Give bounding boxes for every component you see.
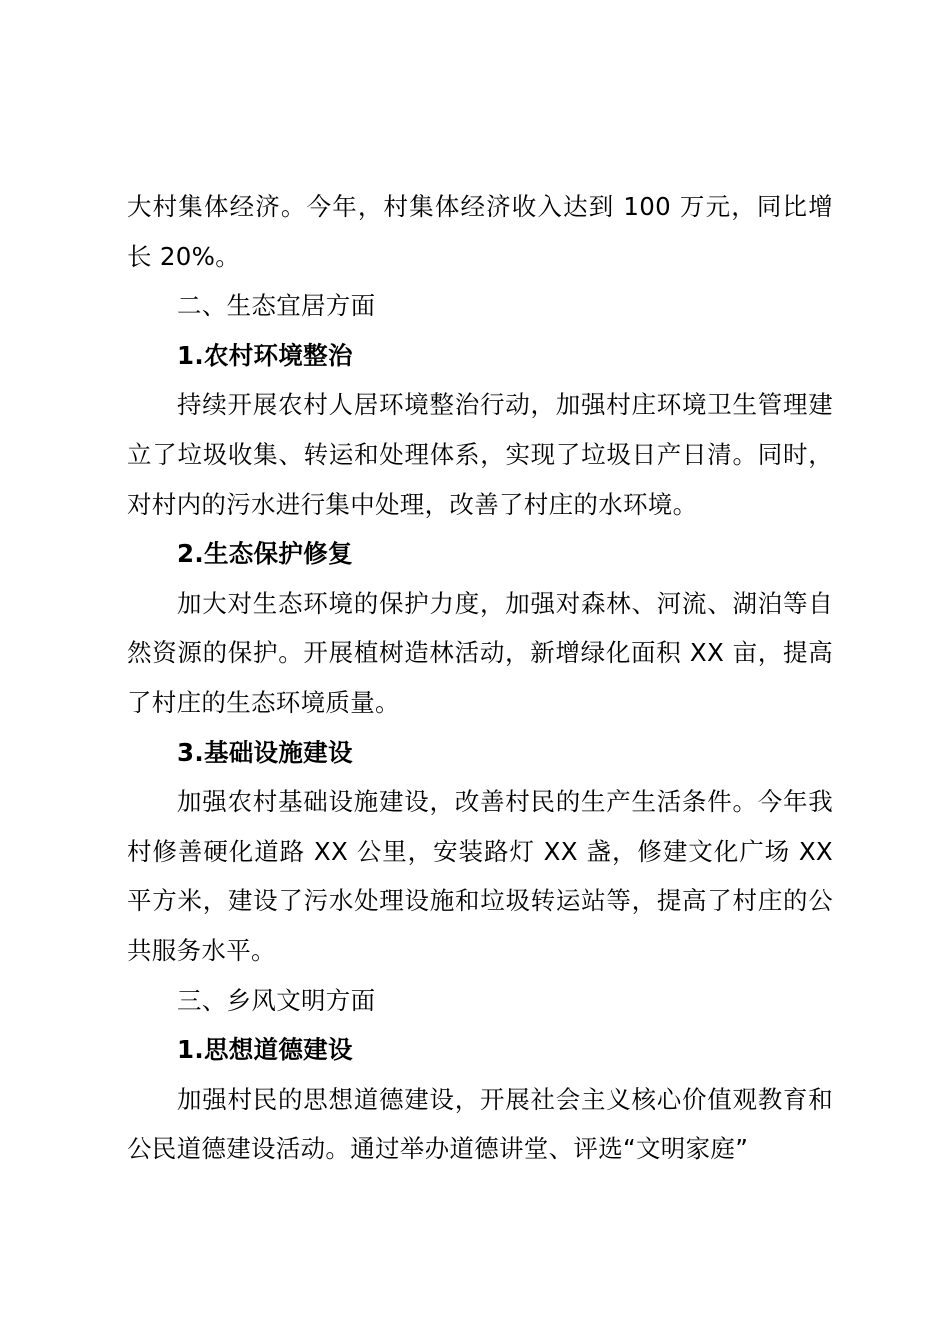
subheading-ecological-protection: 2.生态保护修复 [177, 539, 353, 569]
section-title-civilization: 三、乡风文明方面 [177, 985, 376, 1015]
paragraph-infrastructure: 加强农村基础设施建设，改善村民的生产生活条件。今年我村修善硬化道路 XX 公里，安装路灯 XX 盏，修建文化广场 XX 平方米，建设了污水处理设施和垃圾转运站等，提高了村庄的公共服务水平。 [127, 787, 833, 965]
paragraph-ecological-protection: 加大对生态环境的保护力度，加强对森林、河流、湖泊等自然资源的保护。开展植树造林活动，新增绿化面积 XX 亩，提高了村庄的生态环境质量。 [127, 588, 833, 717]
paragraph-village-economy: 大村集体经济。今年，村集体经济收入达到 100 万元，同比增长 20%。 [127, 192, 833, 271]
document-body [127, 182, 833, 1174]
paragraph-moral-construction: 加强村民的思想道德建设，开展社会主义核心价值观教育和公民道德建设活动。通过举办道德讲堂、评选“文明家庭” [127, 1084, 833, 1164]
subheading-environment-renovation: 1.农村环境整治 [177, 340, 353, 370]
section-title-ecology: 二、生态宜居方面 [177, 291, 376, 321]
subheading-infrastructure: 3.基础设施建设 [177, 737, 353, 767]
subheading-moral-construction: 1.思想道德建设 [177, 1035, 353, 1065]
paragraph-environment-renovation: 持续开展农村人居环境整治行动，加强村庄环境卫生管理建立了垃圾收集、转运和处理体系，实现了垃圾日产日清。同时，对村内的污水进行集中处理，改善了村庄的水环境。 [127, 390, 833, 519]
